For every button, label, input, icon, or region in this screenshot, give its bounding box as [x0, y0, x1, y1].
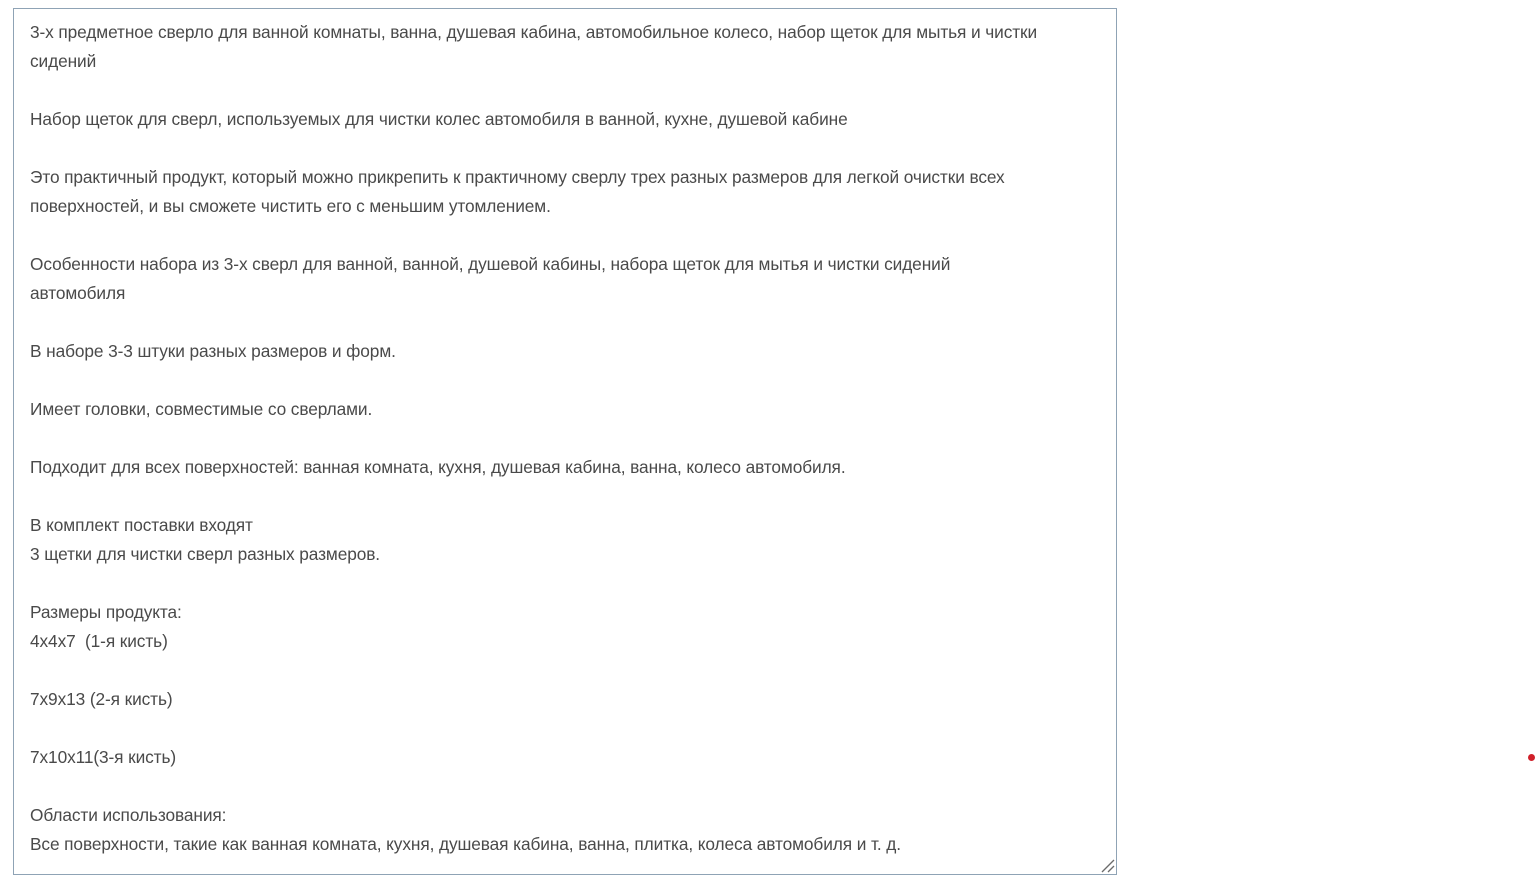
- description-line: 4x4x7 (1-я кисть): [30, 631, 168, 651]
- description-paragraph: [30, 453, 1110, 482]
- description-paragraph: [30, 163, 1110, 221]
- description-paragraph: [30, 395, 1110, 424]
- description-paragraph: [30, 511, 1110, 569]
- description-line: В наборе 3-3 штуки разных размеров и форм.: [30, 341, 396, 361]
- description-line: 7x9x13 (2-я кисть): [30, 689, 173, 709]
- description-line: Области использования:: [30, 805, 227, 825]
- resize-grip-icon[interactable]: [1099, 857, 1115, 873]
- red-dot-icon: [1528, 754, 1535, 761]
- description-line: В комплект поставки входят: [30, 515, 253, 535]
- description-line: Набор щеток для сверл, используемых для чистки колес автомобиля в ванной, кухне, душевой кабине: [30, 109, 848, 129]
- description-text: [30, 18, 1110, 859]
- description-paragraph: [30, 250, 1110, 308]
- description-line: Размеры продукта:: [30, 602, 182, 622]
- description-paragraph: [30, 598, 1110, 656]
- description-line: Подходит для всех поверхностей: ванная комната, кухня, душевая кабина, ванна, колесо автомобиля.: [30, 457, 846, 477]
- description-paragraph: [30, 743, 1110, 772]
- description-line: 7x10x11(3-я кисть): [30, 747, 177, 767]
- description-paragraph: [30, 801, 1110, 859]
- description-line: 3 щетки для чистки сверл разных размеров.: [30, 544, 381, 564]
- description-paragraph: [30, 685, 1110, 714]
- description-paragraph: [30, 337, 1110, 366]
- description-line: автомобиля: [30, 283, 126, 303]
- description-paragraph: [30, 105, 1110, 134]
- description-textarea[interactable]: [13, 8, 1117, 875]
- description-line: Все поверхности, такие как ванная комната, кухня, душевая кабина, ванна, плитка, колеса автомобиля и т. д.: [30, 834, 901, 854]
- description-line: Имеет головки, совместимые со сверлами.: [30, 399, 373, 419]
- description-paragraph: [30, 18, 1110, 76]
- description-line: Это практичный продукт, который можно прикрепить к практичному сверлу трех разных размеров для легкой очистки всех: [30, 167, 1005, 187]
- description-line: Особенности набора из 3-х сверл для ванной, ванной, душевой кабины, набора щеток для мытья и чистки сидений: [30, 254, 951, 274]
- description-line: поверхностей, и вы сможете чистить его с меньшим утомлением.: [30, 196, 551, 216]
- description-line: 3-х предметное сверло для ванной комнаты, ванна, душевая кабина, автомобильное колесо, набор щеток для мытья и чистки: [30, 22, 1038, 42]
- description-line: сидений: [30, 51, 97, 71]
